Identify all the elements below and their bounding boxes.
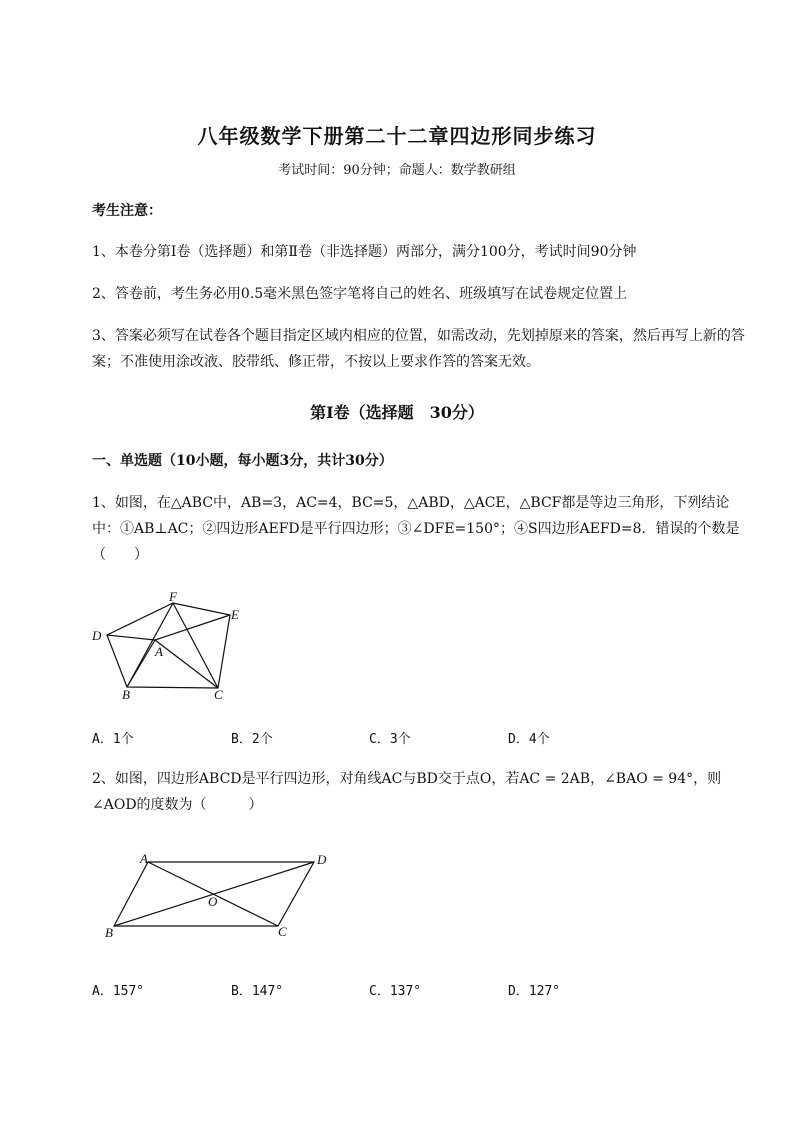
q2-line-1: 2、如图，四边形ABCD是平行四边形，对角线AC与BD交于点O，若AC = 2AB，∠BAO = 94°，则 bbox=[92, 771, 722, 787]
notice-item-1: 1、本卷分第Ⅰ卷（选择题）和第Ⅱ卷（非选择题）两部分，满分100分，考试时间90分钟 bbox=[92, 244, 637, 260]
section-title: 第Ⅰ卷（选择题 30分） bbox=[310, 403, 484, 422]
q1-figure bbox=[85, 585, 255, 705]
q1-line-FC bbox=[173, 603, 218, 688]
q1-label-B: B bbox=[122, 687, 130, 702]
q2-label-D: D bbox=[317, 852, 327, 867]
q1-option-d[interactable]: D．4个 bbox=[508, 732, 550, 747]
q2-option-b[interactable]: B．147° bbox=[231, 984, 284, 999]
q1-option-c[interactable]: C．3个 bbox=[369, 732, 411, 747]
q1-label-A: A bbox=[155, 644, 163, 659]
part-heading: 一、单选题（10小题，每小题3分，共计30分） bbox=[92, 453, 393, 469]
q2-figure bbox=[100, 848, 340, 946]
q1-option-a[interactable]: A．1个 bbox=[92, 732, 134, 747]
q2-label-A: A bbox=[140, 851, 148, 866]
q1-line-1: 1、如图，在△ABC中，AB=3，AC=4，BC=5，△ABD，△ACE，△BCF都是等边三角形，下列结论 bbox=[92, 495, 730, 511]
q2-label-O: O bbox=[208, 894, 218, 909]
q2-label-B: B bbox=[105, 925, 113, 940]
page-title: 八年级数学下册第二十二章四边形同步练习 bbox=[197, 124, 597, 148]
notice-heading: 考生注意： bbox=[92, 203, 162, 219]
q1-line-BA bbox=[127, 640, 155, 687]
q1-option-b[interactable]: B．2个 bbox=[231, 732, 273, 747]
q1-line-AC bbox=[155, 640, 218, 688]
q1-line-AE bbox=[155, 615, 230, 640]
q2-label-C: C bbox=[278, 924, 287, 939]
q1-label-C: C bbox=[214, 687, 223, 702]
notice-item-3: 3、答案必须写在试卷各个题目指定区域内相应的位置，如需改动，先划掉原来的答案，然后再写上新的答案；不准使用涂改液、胶带纸、修正带，不按以上要求作答的答案无效。 bbox=[92, 328, 745, 370]
q2-option-d[interactable]: D．127° bbox=[508, 984, 561, 999]
q1-label-F: F bbox=[169, 589, 177, 604]
q1-line-2: 中：①AB⊥AC；②四边形AEFD是平行四边形；③∠DFE=150°；④S四边形AEFD=8．错误的个数是 bbox=[92, 521, 740, 537]
notice-item-2: 2、答卷前，考生务必用0.5毫米黑色签字笔将自己的姓名、班级填写在试卷规定位置上 bbox=[92, 286, 628, 302]
q1-label-E: E bbox=[231, 607, 239, 622]
q2-line-2: ∠AOD的度数为（ ） bbox=[92, 797, 263, 813]
q1-line-DA bbox=[107, 635, 155, 640]
q2-option-c[interactable]: C．137° bbox=[369, 984, 422, 999]
q1-label-D: D bbox=[92, 628, 102, 643]
q1-line-3: （ ） bbox=[92, 547, 148, 563]
exam-info: 考试时间：90分钟；命题人：数学教研组 bbox=[278, 163, 516, 178]
q2-option-a[interactable]: A．157° bbox=[92, 984, 145, 999]
